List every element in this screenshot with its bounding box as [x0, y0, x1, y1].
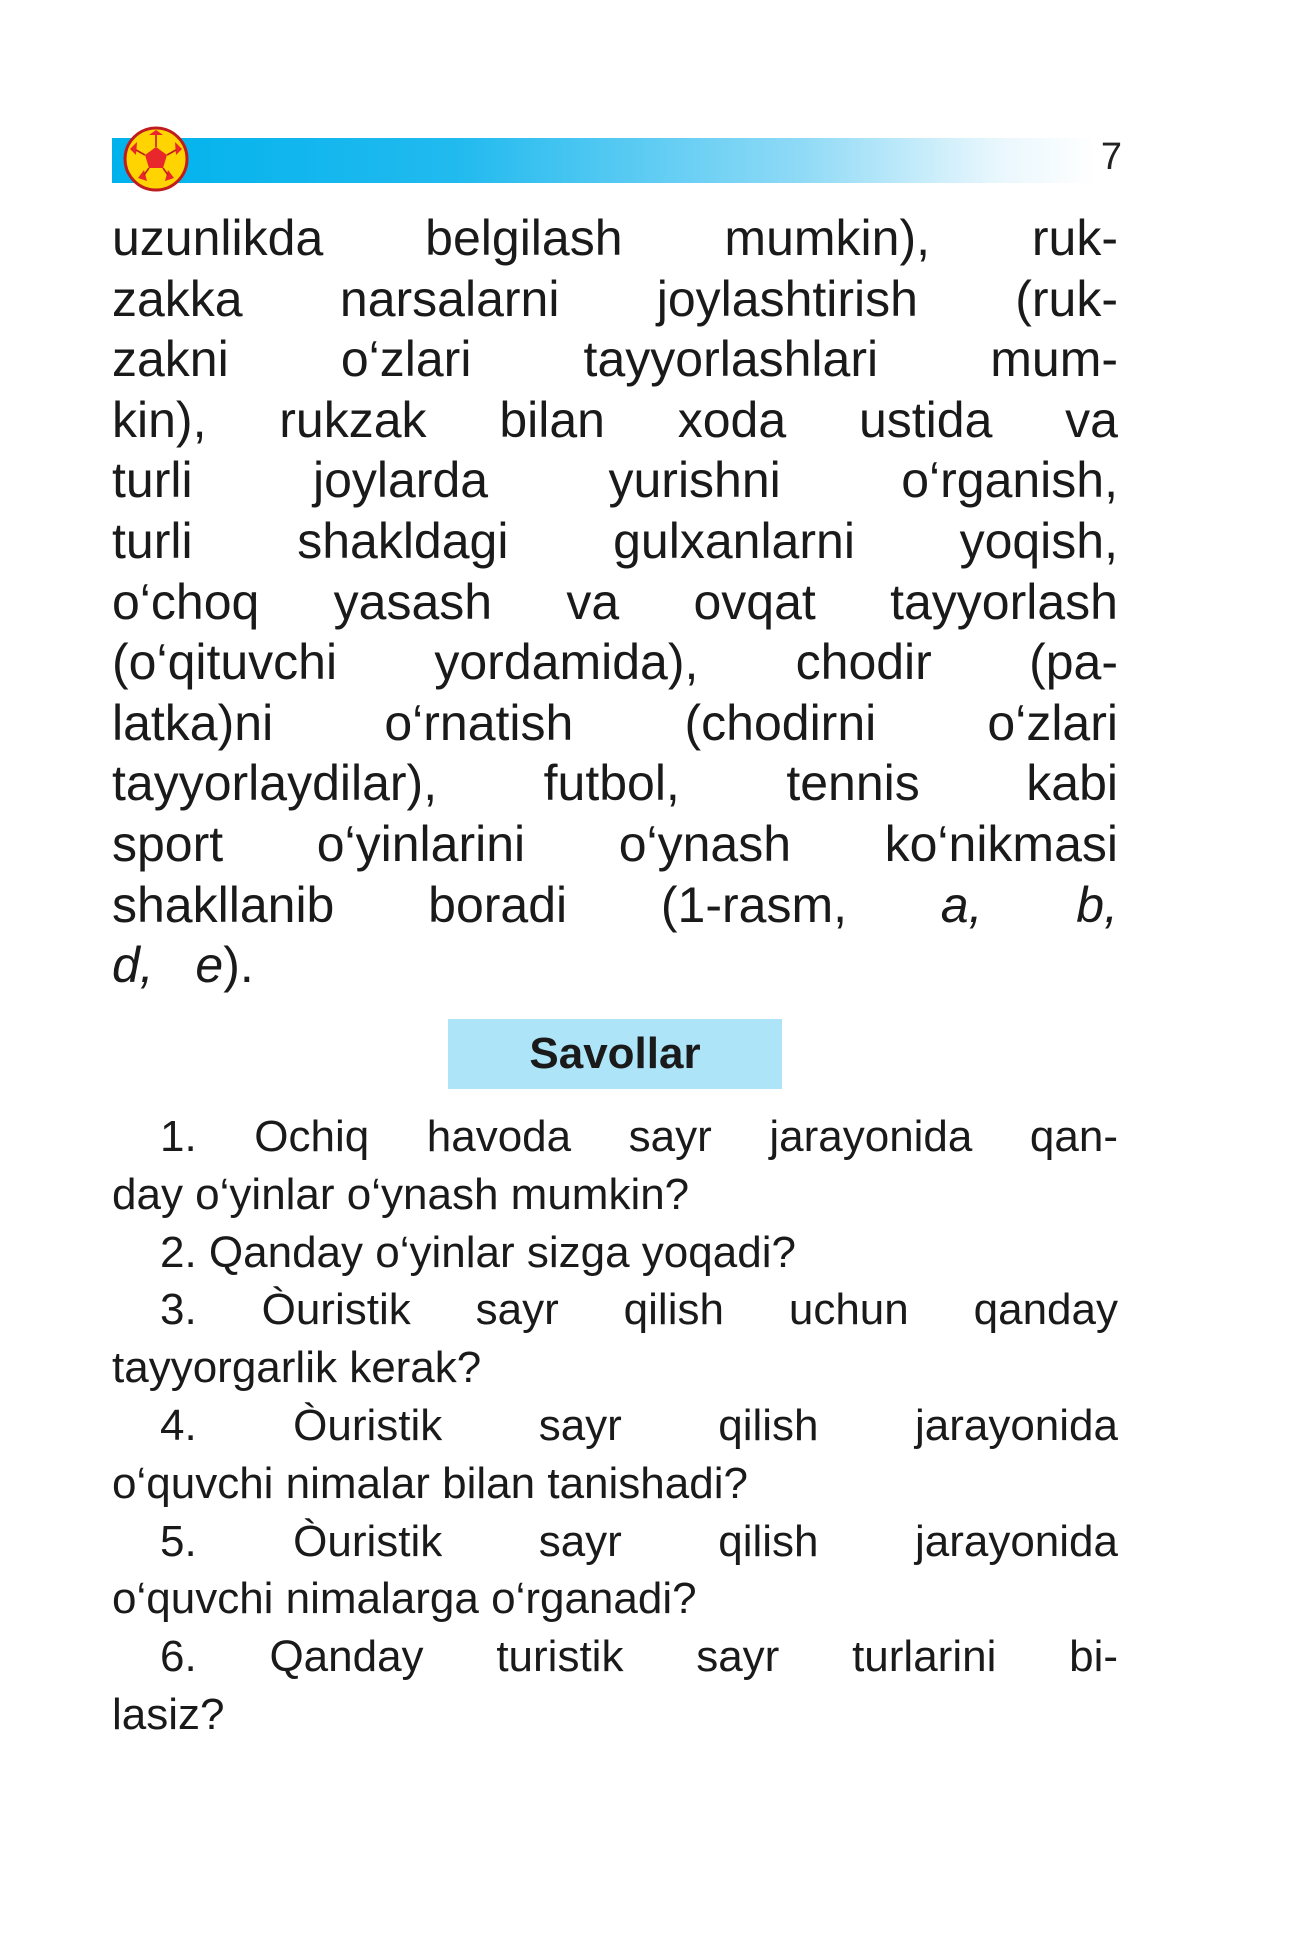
question-line: 2. Qanday o‘yinlar sizga yoqadi?	[160, 1227, 796, 1277]
question-line: lasiz?	[112, 1689, 225, 1739]
question-line: 3. Òuristik sayr qilish uchun qanday	[160, 1285, 1118, 1335]
body-line: uzunlikda belgilash mumkin), ruk-	[112, 210, 1118, 266]
body-line: turli shakldagi gulxanlarni yoqish,	[112, 512, 1118, 569]
question-line: tayyorgarlik kerak?	[112, 1343, 482, 1393]
question-line: day o‘yinlar o‘ynash mumkin?	[112, 1169, 690, 1219]
figure-ref-e: e	[195, 937, 224, 994]
body-line: turli joylarda yurishni o‘rganish,	[112, 452, 1118, 509]
question-line: 1. Ochiq havoda sayr jarayonida qan-	[160, 1112, 1118, 1161]
body-line: (o‘qituvchi yordamida), chodir (pa-	[112, 634, 1118, 691]
section-heading-box	[448, 1019, 782, 1089]
section-title: Savollar	[529, 1029, 701, 1078]
figure-ref-a: a,	[940, 876, 983, 933]
questions-list	[112, 1108, 1118, 1744]
question-line: o‘quvchi nimalar bilan tanishadi?	[112, 1458, 748, 1508]
figure-ref-b: b,	[1076, 876, 1118, 933]
question-line: o‘quvchi nimalarga o‘rganadi?	[112, 1574, 697, 1624]
question-line: 5. Òuristik sayr qilish jarayonida	[160, 1516, 1118, 1566]
header-bar	[112, 138, 1097, 183]
soccer-ball-icon	[122, 125, 190, 193]
body-line-text: shakllanib boradi (1-rasm,	[112, 876, 848, 933]
body-line-end: ).	[223, 937, 254, 994]
page-number: 7	[1100, 136, 1122, 178]
question-line: 4. Òuristik sayr qilish jarayonida	[160, 1400, 1118, 1450]
question-line: 6. Qanday turistik sayr turlarini bi-	[160, 1632, 1118, 1682]
body-line: tayyorlaydilar), futbol, tennis kabi	[112, 755, 1118, 812]
body-line	[112, 875, 1118, 936]
body-paragraph	[112, 208, 1118, 996]
body-line	[112, 935, 1118, 996]
body-line: kin), rukzak bilan xoda ustida va	[112, 391, 1118, 448]
figure-ref-d: d,	[112, 937, 154, 994]
body-line: o‘choq yasash va ovqat tayyorlash	[112, 573, 1118, 630]
body-line: latka)ni o‘rnatish (chodirni o‘zlari	[112, 694, 1118, 751]
body-line: zakka narsalarni joylashtirish (ruk-	[112, 270, 1118, 327]
body-line: sport o‘yinlarini o‘ynash ko‘nikmasi	[112, 815, 1118, 872]
body-line: zakni o‘zlari tayyorlashlari mum-	[112, 331, 1118, 388]
